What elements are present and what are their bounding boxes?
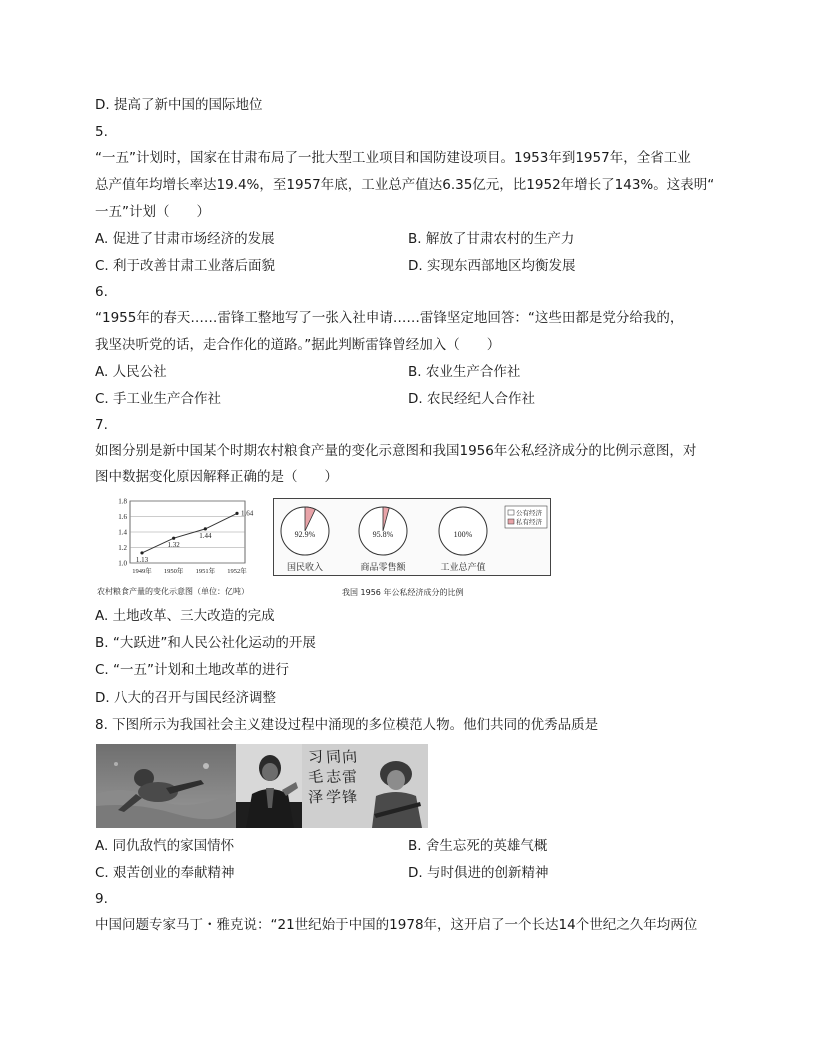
calligraphy-glyph: 志 <box>325 767 342 787</box>
q5-number: 5. <box>95 124 108 140</box>
legend-label: 公有经济 <box>516 509 542 517</box>
q5-option-b: B. 解放了甘肃农村的生产力 <box>408 231 575 247</box>
y-tick-label: 1.0 <box>118 559 127 568</box>
calligraphy-glyph: 泽 <box>307 787 324 807</box>
q5-stem-line: 一五”计划（ ） <box>95 204 210 220</box>
x-tick-label: 1950年 <box>163 568 184 575</box>
pie-category-label: 工业总产值 <box>440 563 486 573</box>
q8-option-d: D. 与时俱进的创新精神 <box>408 865 549 881</box>
q6-option-c: C. 手工业生产合作社 <box>95 391 222 407</box>
q7-option-b: B. “大跃进”和人民公社化运动的开展 <box>95 635 316 651</box>
x-tick-label: 1949年 <box>132 568 152 575</box>
q9-stem: 中国问题专家马丁・雅克说：“21世纪始于中国的1978年，这开启了一个长达14个世纪之久年均两位 <box>95 917 698 933</box>
calligraphy-glyph: 同 <box>325 747 342 767</box>
legend-swatch <box>508 519 514 524</box>
q7-stem-line: 图中数据变化原因解释正确的是（ ） <box>95 469 338 485</box>
data-label: 1.13 <box>135 555 149 564</box>
pie-value-label: 95.8% <box>372 530 394 539</box>
data-point <box>235 512 238 515</box>
x-tick-label: 1952年 <box>227 568 247 575</box>
calligraphy-and-portrait-photo <box>302 744 428 828</box>
q7-option-a: A. 土地改革、三大改造的完成 <box>95 608 275 624</box>
calligraphy-glyph: 学 <box>325 787 342 807</box>
q7-option-d: D. 八大的召开与国民经济调整 <box>95 690 276 706</box>
calligraphy-glyph: 雷 <box>341 767 358 787</box>
q9-number: 9. <box>95 891 108 907</box>
data-point <box>172 537 175 540</box>
calligraphy-glyph: 毛 <box>307 767 324 787</box>
q6-number: 6. <box>95 284 108 300</box>
legend-label: 私有经济 <box>516 518 542 526</box>
pie-value-label: 100% <box>453 530 473 539</box>
model-figure-photo <box>96 744 236 828</box>
data-label: 1.64 <box>241 509 254 518</box>
q6-stem-line: “1955年的春天……雷锋工整地写了一张入社申请……雷锋坚定地回答：“这些田都是党分给我的， <box>95 310 684 326</box>
pie-chart-caption: 我国 1956 年公私经济成分的比例 <box>342 588 464 597</box>
pie-category-label: 国民收入 <box>286 563 324 573</box>
q5-option-c: C. 利于改善甘肃工业落后面貌 <box>95 258 276 274</box>
x-tick-label: 1951年 <box>195 568 216 575</box>
q6-option-a: A. 人民公社 <box>95 364 167 380</box>
pie-category-label: 商品零售额 <box>360 563 406 573</box>
q8-option-b: B. 舍生忘死的英雄气概 <box>408 838 548 854</box>
q5-option-a: A. 促进了甘肃市场经济的发展 <box>95 231 275 247</box>
y-tick-label: 1.2 <box>118 544 127 552</box>
q7-option-c: C. “一五”计划和土地改革的进行 <box>95 662 289 678</box>
economy-share-pie-charts <box>273 498 551 576</box>
calligraphy-inscription <box>308 748 358 807</box>
calligraphy-glyph: 习 <box>307 747 324 767</box>
y-tick-label: 1.6 <box>118 513 127 521</box>
y-tick-label: 1.8 <box>118 497 127 506</box>
q5-stem-line: 总产值年均增长率达19.4%，至1957年底，工业总产值达6.35亿元，比1952年增长了143%。这表明“ <box>95 177 715 193</box>
q8-option-a: A. 同仇敌忾的家国情怀 <box>95 838 235 854</box>
q6-stem-line: 我坚决听党的话，走合作化的道路。”据此判断雷锋曾经加入（ ） <box>95 337 501 353</box>
calligraphy-glyph: 向 <box>341 747 358 767</box>
data-point <box>204 527 207 530</box>
q6-option-d: D. 农民经纪人合作社 <box>408 391 535 407</box>
y-tick-label: 1.4 <box>118 528 127 537</box>
q5-stem-line: “一五”计划时，国家在甘肃布局了一批大型工业项目和国防建设项目。1953年到1957年，全省工业 <box>95 150 691 166</box>
q6-option-b: B. 农业生产合作社 <box>408 364 521 380</box>
data-label: 1.44 <box>199 531 212 540</box>
legend-swatch <box>508 510 514 515</box>
grain-output-line-chart <box>100 495 254 580</box>
line-chart-caption: 农村粮食产量的变化示意图（单位：亿吨） <box>97 587 249 596</box>
q8-stem: 8. 下图所示为我国社会主义建设过程中涌现的多位模范人物。他们共同的优秀品质是 <box>95 717 599 733</box>
model-figure-photo <box>236 744 302 828</box>
q4-option-d: D. 提高了新中国的国际地位 <box>95 97 263 113</box>
q5-option-d: D. 实现东西部地区均衡发展 <box>408 258 576 274</box>
data-point <box>140 551 143 554</box>
pie-value-label: 92.9% <box>294 530 316 539</box>
data-label: 1.32 <box>167 541 180 550</box>
q7-number: 7. <box>95 417 108 433</box>
q7-stem-line: 如图分别是新中国某个时期农村粮食产量的变化示意图和我国1956年公私经济成分的比例示意图，对 <box>95 443 697 459</box>
calligraphy-glyph: 锋 <box>341 787 358 807</box>
q8-option-c: C. 艰苦创业的奉献精神 <box>95 865 235 881</box>
